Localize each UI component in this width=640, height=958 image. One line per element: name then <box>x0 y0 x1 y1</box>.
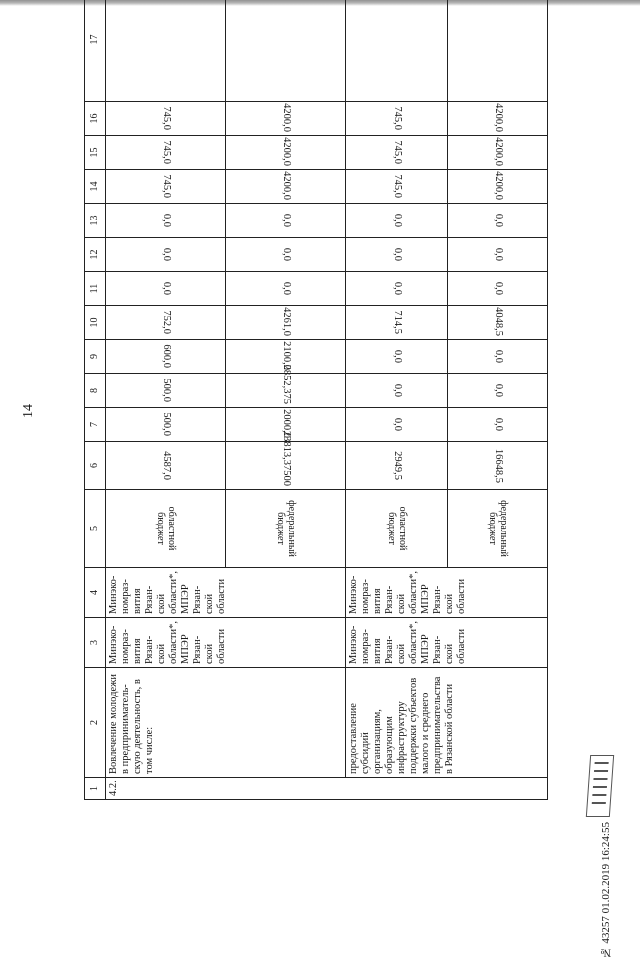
column-header-7: 7 <box>85 408 106 442</box>
amount-cell: 745,0 <box>346 136 448 170</box>
amount-cell: 23813,37500 <box>226 442 346 490</box>
registration-stamp: № 43257 01.02.2019 16:24:55 <box>600 822 612 958</box>
amount-cell: 0,0 <box>346 340 448 374</box>
column-header-8: 8 <box>85 374 106 408</box>
amount-cell: 0,0 <box>106 238 226 272</box>
table-row <box>346 0 448 800</box>
amount-cell: 745,0 <box>346 170 448 204</box>
amount-cell: 745,0 <box>106 136 226 170</box>
column-header-17: 17 <box>85 0 106 102</box>
note-cell <box>106 0 226 102</box>
page-number: 14 <box>21 404 36 418</box>
amount-cell: 4200,0 <box>226 136 346 170</box>
column-header-13: 13 <box>85 204 106 238</box>
responsible-executor: Минэко-номраз-вития Рязан-ской области*, МПЭР Рязан-ской области <box>106 618 346 668</box>
table-row <box>106 0 226 800</box>
column-header-5: 5 <box>85 490 106 568</box>
amount-cell: 0,0 <box>346 408 448 442</box>
archive-stamp <box>586 755 614 817</box>
amount-cell: 500,0 <box>106 408 226 442</box>
amount-cell: 0,0 <box>106 204 226 238</box>
amount-cell: 0,0 <box>346 374 448 408</box>
column-header-9: 9 <box>85 340 106 374</box>
amount-cell: 4587,0 <box>106 442 226 490</box>
amount-cell: 0,0 <box>346 238 448 272</box>
amount-cell: 4200,0 <box>448 170 548 204</box>
amount-cell: 600,0 <box>106 340 226 374</box>
header-row <box>85 0 106 800</box>
amount-cell: 2949,5 <box>346 442 448 490</box>
amount-cell: 4200,0 <box>448 102 548 136</box>
column-header-11: 11 <box>85 272 106 306</box>
amount-cell: 2000,0 <box>226 408 346 442</box>
funding-source: федеральный бюджет <box>226 490 346 568</box>
note-cell <box>346 0 448 102</box>
amount-cell: 0,0 <box>346 204 448 238</box>
funding-source: областной бюджет <box>346 490 448 568</box>
column-header-16: 16 <box>85 102 106 136</box>
amount-cell: 745,0 <box>106 170 226 204</box>
amount-cell: 0,0 <box>448 204 548 238</box>
column-header-6: 6 <box>85 442 106 490</box>
budget-table <box>84 0 548 800</box>
column-header-1: 1 <box>85 778 106 800</box>
funding-source: областной бюджет <box>106 490 226 568</box>
column-header-3: 3 <box>85 618 106 668</box>
amount-cell: 0,0 <box>448 374 548 408</box>
amount-cell: 752,0 <box>106 306 226 340</box>
measure-name: Вовлечение молодежи в предприниматель-скую деятельность, в том числе: <box>106 668 346 778</box>
column-header-2: 2 <box>85 668 106 778</box>
row-number: 4.2. <box>106 778 548 800</box>
column-header-14: 14 <box>85 170 106 204</box>
amount-cell: 0,0 <box>448 408 548 442</box>
amount-cell: 0,0 <box>448 272 548 306</box>
co-executor: Минэко-номраз-вития Рязан-ской области*, МПЭР Рязан-ской области <box>106 568 346 618</box>
funding-source: федеральный бюджет <box>448 490 548 568</box>
budget-table-rotated <box>84 10 526 800</box>
column-header-10: 10 <box>85 306 106 340</box>
amount-cell: 4200,0 <box>226 102 346 136</box>
amount-cell: 16648,5 <box>448 442 548 490</box>
amount-cell: 0,0 <box>346 272 448 306</box>
amount-cell: 4261,0 <box>226 306 346 340</box>
column-header-15: 15 <box>85 136 106 170</box>
amount-cell: 0,0 <box>226 272 346 306</box>
amount-cell: 714,5 <box>346 306 448 340</box>
amount-cell: 0,0 <box>226 238 346 272</box>
measure-name: предоставление субсидий организациям, образующим инфраструктуру поддержки субъектов малого и среднего предпринимательства в Рязанской области <box>346 668 548 778</box>
amount-cell: 0,0 <box>226 204 346 238</box>
amount-cell: 0,0 <box>106 272 226 306</box>
amount-cell: 500,0 <box>106 374 226 408</box>
note-cell <box>226 0 346 102</box>
amount-cell: 4048,5 <box>448 306 548 340</box>
amount-cell: 2852,375 <box>226 374 346 408</box>
amount-cell: 0,0 <box>448 238 548 272</box>
co-executor: Минэко-номраз-вития Рязан-ской области*, МПЭР Рязан-ской области <box>346 568 548 618</box>
column-header-12: 12 <box>85 238 106 272</box>
amount-cell: 2100,0 <box>226 340 346 374</box>
amount-cell: 4200,0 <box>448 136 548 170</box>
amount-cell: 745,0 <box>346 102 448 136</box>
column-header-4: 4 <box>85 568 106 618</box>
responsible-executor: Минэко-номраз-вития Рязан-ской области*, МПЭР Рязан-ской области <box>346 618 548 668</box>
amount-cell: 4200,0 <box>226 170 346 204</box>
note-cell <box>448 0 548 102</box>
amount-cell: 745,0 <box>106 102 226 136</box>
amount-cell: 0,0 <box>448 340 548 374</box>
